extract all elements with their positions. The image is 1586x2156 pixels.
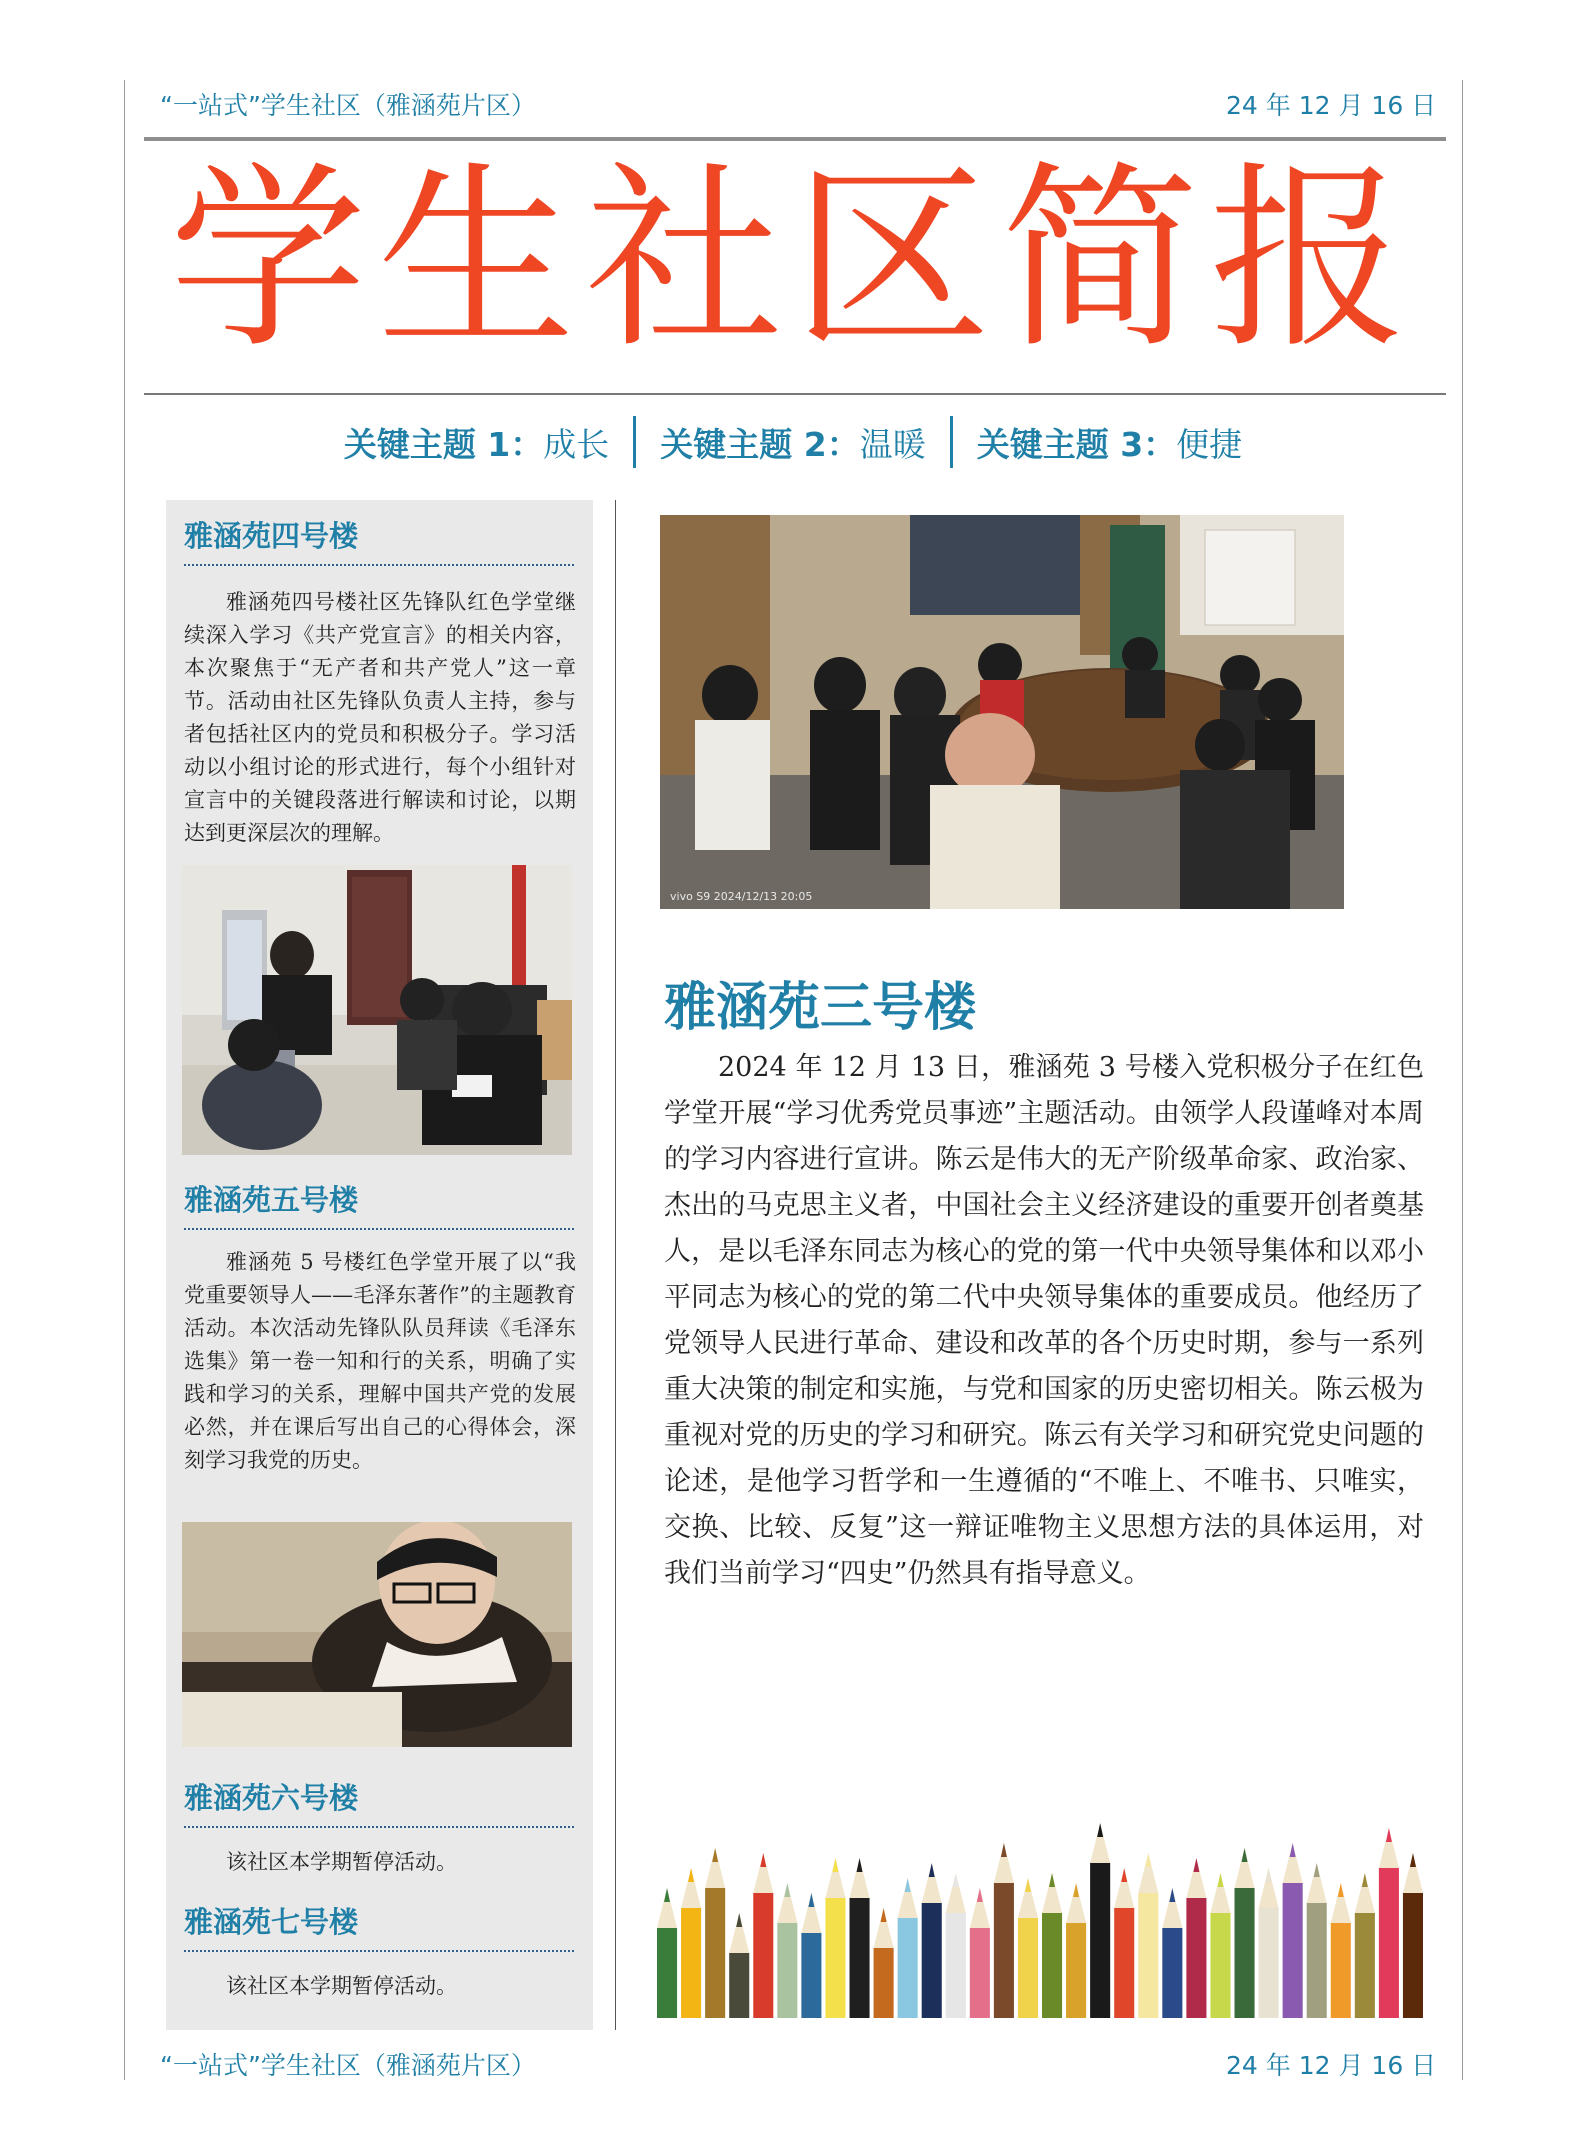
pencil <box>1138 1853 1158 2018</box>
pencil <box>898 1878 918 2018</box>
photo-building-5-reading <box>182 1522 572 1747</box>
section-title-building-4: 雅涵苑四号楼 <box>184 519 359 553</box>
pencil <box>1331 1883 1351 2018</box>
pencil <box>825 1858 845 2018</box>
colored-pencils-decoration <box>655 1818 1425 2018</box>
pencil <box>1307 1863 1327 2018</box>
pencil <box>705 1848 725 2018</box>
pencil <box>970 1888 990 2018</box>
article-body: 2024 年 12 月 13 日，雅涵苑 3 号楼入党积极分子在红色学堂开展“学习优秀党员事迹”主题活动。由领学人段谨峰对本周的学习内容进行宣讲。陈云是伟大的无产阶级革命家、政治家、杰出的马克思主义者，中国社会主义经济建设的重要开创者奠基人，是以毛泽东同志为核心的党的第一代中央领导集体和以邓小平同志为核心的党的第二代中央领导集体的重要成员。他经历了党领导人民进行革命、建设和改革的各个历史时期，参与一系列重大决策的制定和实施，与党和国家的历史密切相关。陈云极为重视对党的历史的学习和研究。陈云有关学习和研究党史问题的论述，是他学习哲学和一生遵循的“不唯上、不唯书、只唯实，交换、比较、反复”这一辩证唯物主义思想方法的具体运用，对我们当前学习“四史”仍然具有指导意义。 <box>664 1052 1424 1589</box>
pencil <box>1259 1868 1279 2018</box>
pencil <box>777 1883 797 2018</box>
pencil <box>1355 1873 1375 2018</box>
section-body-building-6: 该社区本学期暂停活动。 <box>226 1850 457 1874</box>
pencil <box>946 1873 966 2018</box>
pencil <box>994 1843 1014 2018</box>
pencil <box>1114 1868 1134 2018</box>
section-body-building-5: 雅涵苑 5 号楼红色学堂开展了以“我党重要领导人——毛泽东著作”的主题教育活动。本次活动先锋队队员拜读《毛泽东选集》第一卷一知和行的关系，明确了实践和学习的关系，理解中国共产党的发展必然，并在课后写出自己的心得体会，深刻学习我党的历史。 <box>184 1250 576 1472</box>
section-title-building-6: 雅涵苑六号楼 <box>184 1781 359 1815</box>
section-divider <box>184 1826 574 1828</box>
pencil <box>1042 1873 1062 2018</box>
section-title-building-7: 雅涵苑七号楼 <box>184 1905 359 1939</box>
pencil <box>1162 1888 1182 2018</box>
pencil <box>1066 1883 1086 2018</box>
pencil <box>1403 1853 1423 2018</box>
section-divider <box>184 564 574 566</box>
masthead-rule <box>144 393 1446 395</box>
theme-3: 关键主题 3：便捷 <box>976 424 1243 464</box>
sidebar <box>166 500 593 2030</box>
pencil <box>681 1868 701 2018</box>
header-date: 24 年 12 月 16 日 <box>1226 91 1437 120</box>
pencil <box>729 1913 749 2018</box>
pencil <box>850 1858 870 2018</box>
pencil <box>1283 1843 1303 2018</box>
header-rule <box>144 137 1446 141</box>
pencil <box>1018 1878 1038 2018</box>
pencil <box>1210 1873 1230 2018</box>
pencil <box>801 1893 821 2018</box>
pencil <box>1186 1858 1206 2018</box>
right-frame-line <box>1462 80 1463 2080</box>
key-themes-bar <box>0 412 1586 472</box>
photo-timestamp: vivo S9 2024/12/13 20:05 <box>670 890 813 903</box>
photo-building-4-study <box>182 865 572 1155</box>
section-divider <box>184 1228 574 1230</box>
section-title-building-5: 雅涵苑五号楼 <box>184 1183 359 1217</box>
pencil <box>753 1853 773 2018</box>
article-title: 雅涵苑三号楼 <box>664 977 977 1038</box>
pencil <box>922 1863 942 2018</box>
footer-date: 24 年 12 月 16 日 <box>1226 2051 1437 2080</box>
left-frame-line <box>124 80 125 2080</box>
masthead-title: 学生社区简报 <box>169 144 1417 375</box>
section-divider <box>184 1950 574 1952</box>
header-org: “一站式”学生社区（雅涵苑片区） <box>160 91 536 120</box>
pencil <box>1379 1828 1399 2018</box>
section-body-building-7: 该社区本学期暂停活动。 <box>226 1974 457 1998</box>
theme-1: 关键主题 1：成长 <box>343 424 610 464</box>
footer-org: “一站式”学生社区（雅涵苑片区） <box>160 2051 536 2080</box>
section-body-building-4: 雅涵苑四号楼社区先锋队红色学堂继续深入学习《共产党宣言》的相关内容，本次聚焦于“无产者和共产党人”这一章节。活动由社区先锋队负责人主持，参与者包括社区内的党员和积极分子。学习活动以小组讨论的形式进行，每个小组针对宣言中的关键段落进行解读和讨论，以期达到更深层次的理解。 <box>184 590 576 845</box>
theme-2: 关键主题 2：温暖 <box>660 424 926 464</box>
pencil <box>1235 1848 1255 2018</box>
column-divider <box>615 500 616 2030</box>
pencil <box>657 1888 677 2018</box>
pencil <box>1090 1823 1110 2018</box>
photo-building-3-meeting <box>660 515 1344 909</box>
pencil <box>874 1908 894 2018</box>
